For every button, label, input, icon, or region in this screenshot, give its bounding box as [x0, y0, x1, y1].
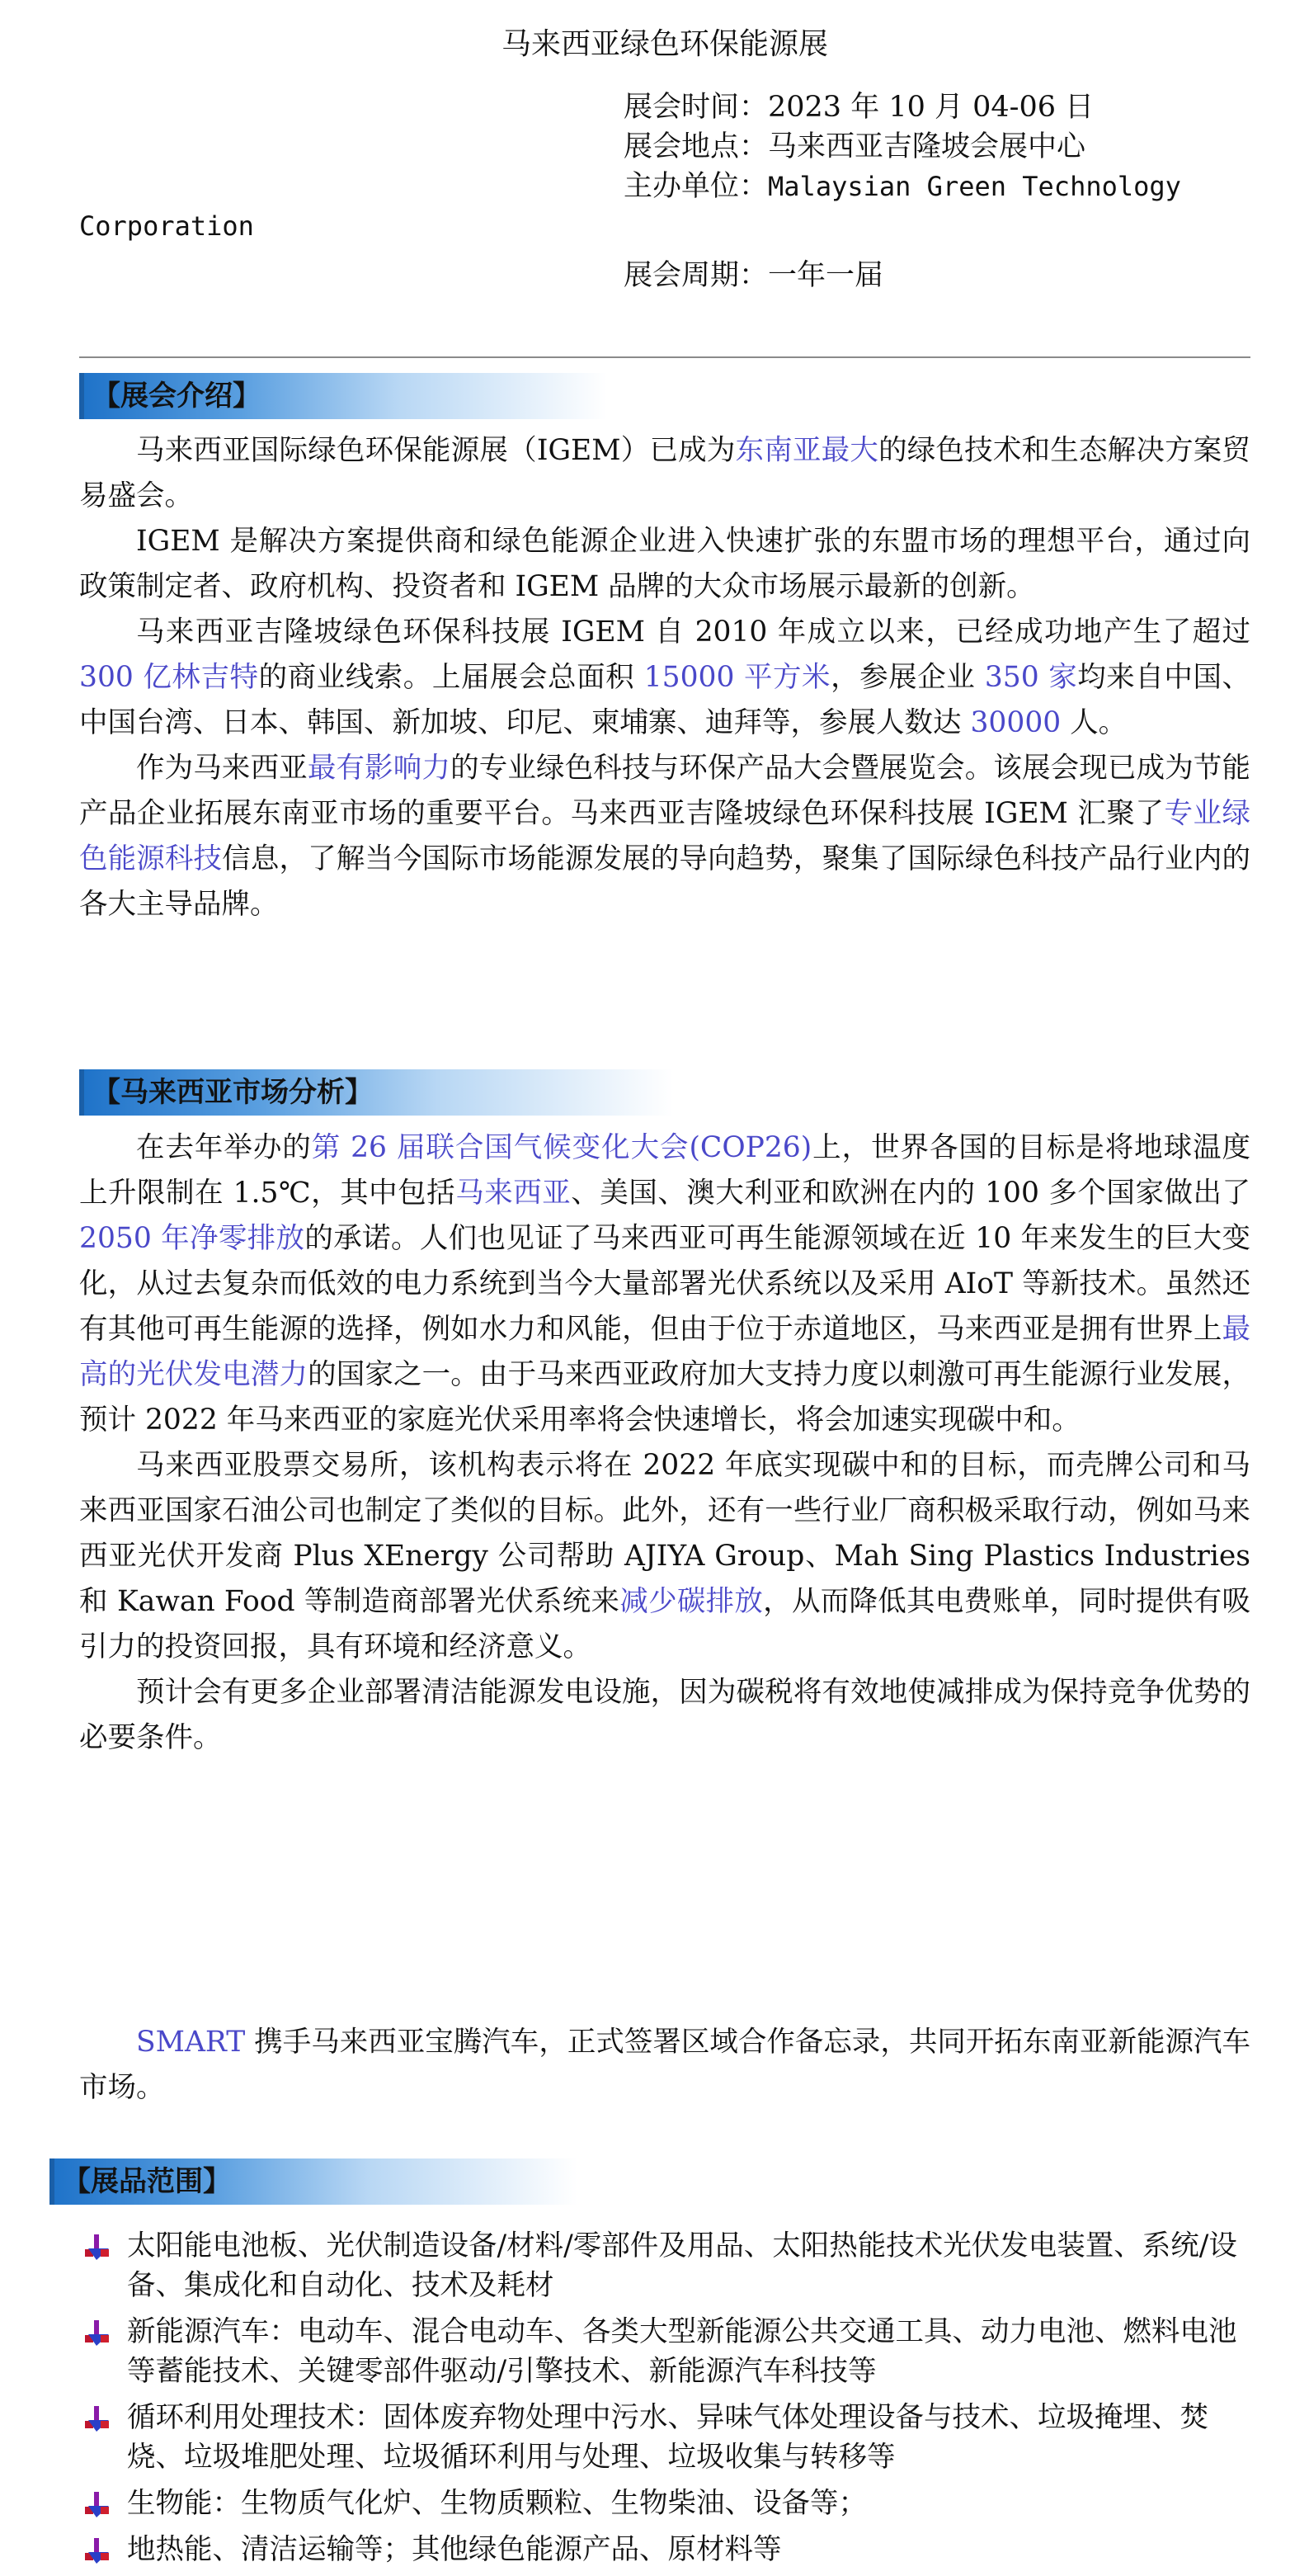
organizer-name: Malaysian Green Technology [768, 171, 1181, 202]
market-body [79, 1125, 1250, 1761]
scope-item-text: 太阳能电池板、光伏制造设备/材料/零部件及用品、太阳热能技术光伏发电装置、系统/设备、集成化和自动化、技术及耗材 [127, 2229, 1237, 2302]
list-item [79, 2312, 1250, 2391]
arrow-bullet-icon [84, 2319, 112, 2347]
list-item [79, 2226, 1250, 2305]
list-item [79, 2398, 1250, 2477]
section-heading-market [79, 1069, 673, 1116]
exhibit-scope-list [79, 2226, 1250, 2576]
page-title: 马来西亚绿色环保能源展 [501, 27, 828, 61]
exhibition-meta [79, 87, 1250, 295]
section-heading-intro-label: 【展会介绍】 [92, 380, 261, 413]
arrow-bullet-icon [84, 2536, 112, 2564]
scope-item-text: 循环利用处理技术：固体废弃物处理中污水、异味气体处理设备与技术、垃圾掩埋、焚烧、垃圾堆肥处理、垃圾循环利用与处理、垃圾收集与转移等 [127, 2401, 1208, 2474]
scope-item-text: 生物能：生物质气化炉、生物质颗粒、生物柴油、设备等； [127, 2487, 867, 2520]
meta-venue: 展会地点：马来西亚吉隆坡会展中心 [624, 130, 1086, 163]
smart-news [79, 2020, 1250, 2111]
arrow-bullet-icon [84, 2233, 112, 2261]
section-heading-market-label: 【马来西亚市场分析】 [92, 1076, 373, 1109]
scope-item-text: 新能源汽车：电动车、混合电动车、各类大型新能源公共交通工具、动力电池、燃料电池等蓄能技术、关键零部件驱动/引擎技术、新能源汽车科技等 [127, 2315, 1237, 2388]
divider [79, 356, 1250, 358]
organizer-label: 主办单位： [624, 170, 769, 203]
arrow-bullet-icon [84, 2404, 112, 2432]
section-heading-scope [49, 2158, 577, 2205]
scope-item-text: 地热能、清洁运输等；其他绿色能源产品、原材料等 [127, 2533, 782, 2566]
market-paragraph-3: 预计会有更多企业部署清洁能源发电设施，因为碳税将有效地使减排成为保持竞争优势的必要条件。 [79, 1676, 1250, 1754]
intro-paragraph-3: 马来西亚吉隆坡绿色环保科技展 IGEM 自 2010 年成立以来，已经成功地产生了超过 300 亿林吉特的商业线索。上届展会总面积 15000 平方米，参展企业 350 家均来自中国、中国台湾、日本、韩国、新加坡、印尼、柬埔寨、迪拜等，参展人数达 30000 人。 [79, 616, 1250, 739]
section-heading-intro [79, 373, 607, 419]
market-paragraph-4: SMART 携手马来西亚宝腾汽车，正式签署区域合作备忘录，共同开拓东南亚新能源汽车市场。 [79, 2026, 1250, 2104]
list-item [79, 2530, 1250, 2569]
meta-organizer-continued: Corporation [79, 210, 254, 242]
section-heading-scope-label: 【展品范围】 [63, 2165, 231, 2198]
intro-paragraph-2: IGEM 是解决方案提供商和绿色能源企业进入快速扩张的东盟市场的理想平台，通过向政策制定者、政府机构、投资者和 IGEM 品牌的大众市场展示最新的创新。 [79, 525, 1250, 603]
market-paragraph-2: 马来西亚股票交易所，该机构表示将在 2022 年底实现碳中和的目标，而壳牌公司和马来西亚国家石油公司也制定了类似的目标。此外，还有一些行业厂商积极采取行动，例如马来西亚光伏开发商 Plus XEnergy 公司帮助 AJIYA Group、Mah Sing Plastics Industries 和 Kawan Food 等制造商部署光伏系统来减少碳排放，从而降低其电费账单，同时提供有吸引力的投资回报，具有环境和经济意义。 [79, 1449, 1251, 1663]
meta-organizer [79, 167, 1250, 206]
list-item [79, 2484, 1250, 2523]
intro-body [79, 428, 1250, 927]
meta-time: 展会时间：2023 年 10 月 04-06 日 [624, 91, 1095, 124]
market-paragraph-1: 在去年举办的第 26 届联合国气候变化大会(COP26)上，世界各国的目标是将地球温度上升限制在 1.5℃，其中包括马来西亚、美国、澳大利亚和欧洲在内的 100 多个国家做出了 2050 年净零排放的承诺。人们也见证了马来西亚可再生能源领域在近 10 年来发生的巨大变化，从过去复杂而低效的电力系统到当今大量部署光伏系统以及采用 AIoT 等新技术。虽然还有其他可再生能源的选择，例如水力和风能，但由于位于赤道地区，马来西亚是拥有世界上最高的光伏发电潜力的国家之一。由于马来西亚政府加大支持力度以刺激可再生能源行业发展，预计 2022 年马来西亚的家庭光伏采用率将会快速增长，将会加速实现碳中和。 [79, 1131, 1251, 1437]
meta-cycle: 展会周期：一年一届 [624, 259, 884, 292]
intro-paragraph-1: 马来西亚国际绿色环保能源展（IGEM）已成为东南亚最大的绿色技术和生态解决方案贸易盛会。 [79, 434, 1250, 512]
intro-paragraph-4: 作为马来西亚最有影响力的专业绿色科技与环保产品大会暨展览会。该展会现已成为节能产品企业拓展东南亚市场的重要平台。马来西亚吉隆坡绿色环保科技展 IGEM 汇聚了专业绿色能源科技信息，了解当今国际市场能源发展的导向趋势，聚集了国际绿色科技产品行业内的各大主导品牌。 [79, 752, 1251, 921]
arrow-bullet-icon [84, 2490, 112, 2518]
